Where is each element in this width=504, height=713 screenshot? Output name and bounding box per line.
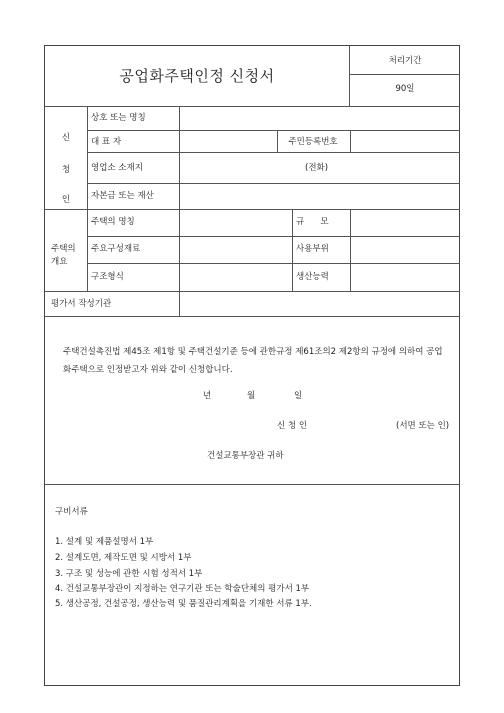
- trade-name-label: 상호 또는 명칭: [91, 113, 146, 123]
- evaluator-bottom-rule: [45, 316, 460, 317]
- scale-label: 규 모: [296, 217, 329, 227]
- documents-heading: 구비서류: [55, 507, 88, 517]
- form-title: 공업화주택인정 신청서: [119, 67, 275, 85]
- applicant-bottom-rule: [45, 209, 460, 210]
- declaration-bottom-rule: [45, 484, 460, 485]
- application-form: [44, 45, 460, 686]
- day-label: 일: [294, 391, 303, 401]
- capital-label: 자본금 또는 재산: [91, 191, 154, 201]
- document-item-5: 5. 생산공정, 건설공정, 생산능력 및 품질관리계획을 기재한 서류 1부.: [55, 599, 312, 609]
- phone-note: (전화): [305, 163, 329, 173]
- header-divider: [349, 46, 350, 107]
- house-name-label: 주택의 명칭: [91, 217, 135, 227]
- header-bottom-rule: [45, 106, 460, 107]
- representative-label: 대 표 자: [91, 137, 122, 147]
- document-item-4: 4. 건설교통부장관이 지정하는 연구기관 또는 학술단체의 평가서 1부: [55, 584, 310, 594]
- production-capacity-label: 생산능력: [296, 272, 329, 282]
- signature-note: (서면 또는 인): [396, 421, 450, 431]
- house-overview-label: 주택의 개요: [51, 244, 76, 267]
- document-item-3: 3. 구조 및 성능에 관한 시험 성적서 1부: [55, 569, 203, 579]
- month-label: 월: [247, 391, 256, 401]
- value-column-rule: [179, 106, 180, 316]
- main-material-label: 주요구성재료: [91, 244, 141, 254]
- rrn-right-rule: [350, 130, 351, 152]
- structure-type-label: 구조형식: [91, 272, 124, 282]
- applicant-section-char-2: 청: [61, 165, 71, 175]
- processing-period-label: 처리기간: [388, 56, 422, 66]
- rrn-label: 주민등록번호: [288, 137, 338, 147]
- processing-period-value: 90일: [395, 84, 415, 94]
- addressee: 건설교통부장관 귀하: [207, 451, 284, 461]
- house-sub-left-rule: [292, 209, 293, 291]
- year-label: 년: [203, 391, 212, 401]
- row-rule-2: [87, 152, 460, 153]
- document-item-2: 2. 설계도면, 제작도면 및 시방서 1부: [55, 553, 192, 563]
- house-bottom-rule: [45, 291, 460, 292]
- house-sub-right-rule: [350, 209, 351, 291]
- rrn-left-rule: [277, 130, 278, 152]
- applicant-section-char-1: 신: [61, 133, 71, 143]
- row-rule-6: [87, 263, 460, 264]
- row-rule-3: [87, 183, 460, 184]
- evaluator-label: 평가서 작성기관: [51, 299, 112, 309]
- row-rule-5: [87, 236, 460, 237]
- applicant-section-char-3: 인: [61, 195, 71, 205]
- document-item-1: 1. 설계 및 제품설명서 1부: [55, 537, 154, 547]
- period-divider: [349, 74, 460, 75]
- office-address-label: 영업소 소재지: [91, 163, 143, 173]
- usage-area-label: 사용부위: [296, 244, 329, 254]
- declaration-text: 주택건설촉진법 제45조 제1항 및 주택건설기준 등에 관한규정 제61조의2 제2항의 규정에 의하여 공업화주택으로 인정받고자 위와 같이 신청합니다.: [63, 347, 443, 375]
- row-rule-1: [87, 130, 460, 131]
- applicant-sign-label: 신 청 인: [277, 421, 308, 431]
